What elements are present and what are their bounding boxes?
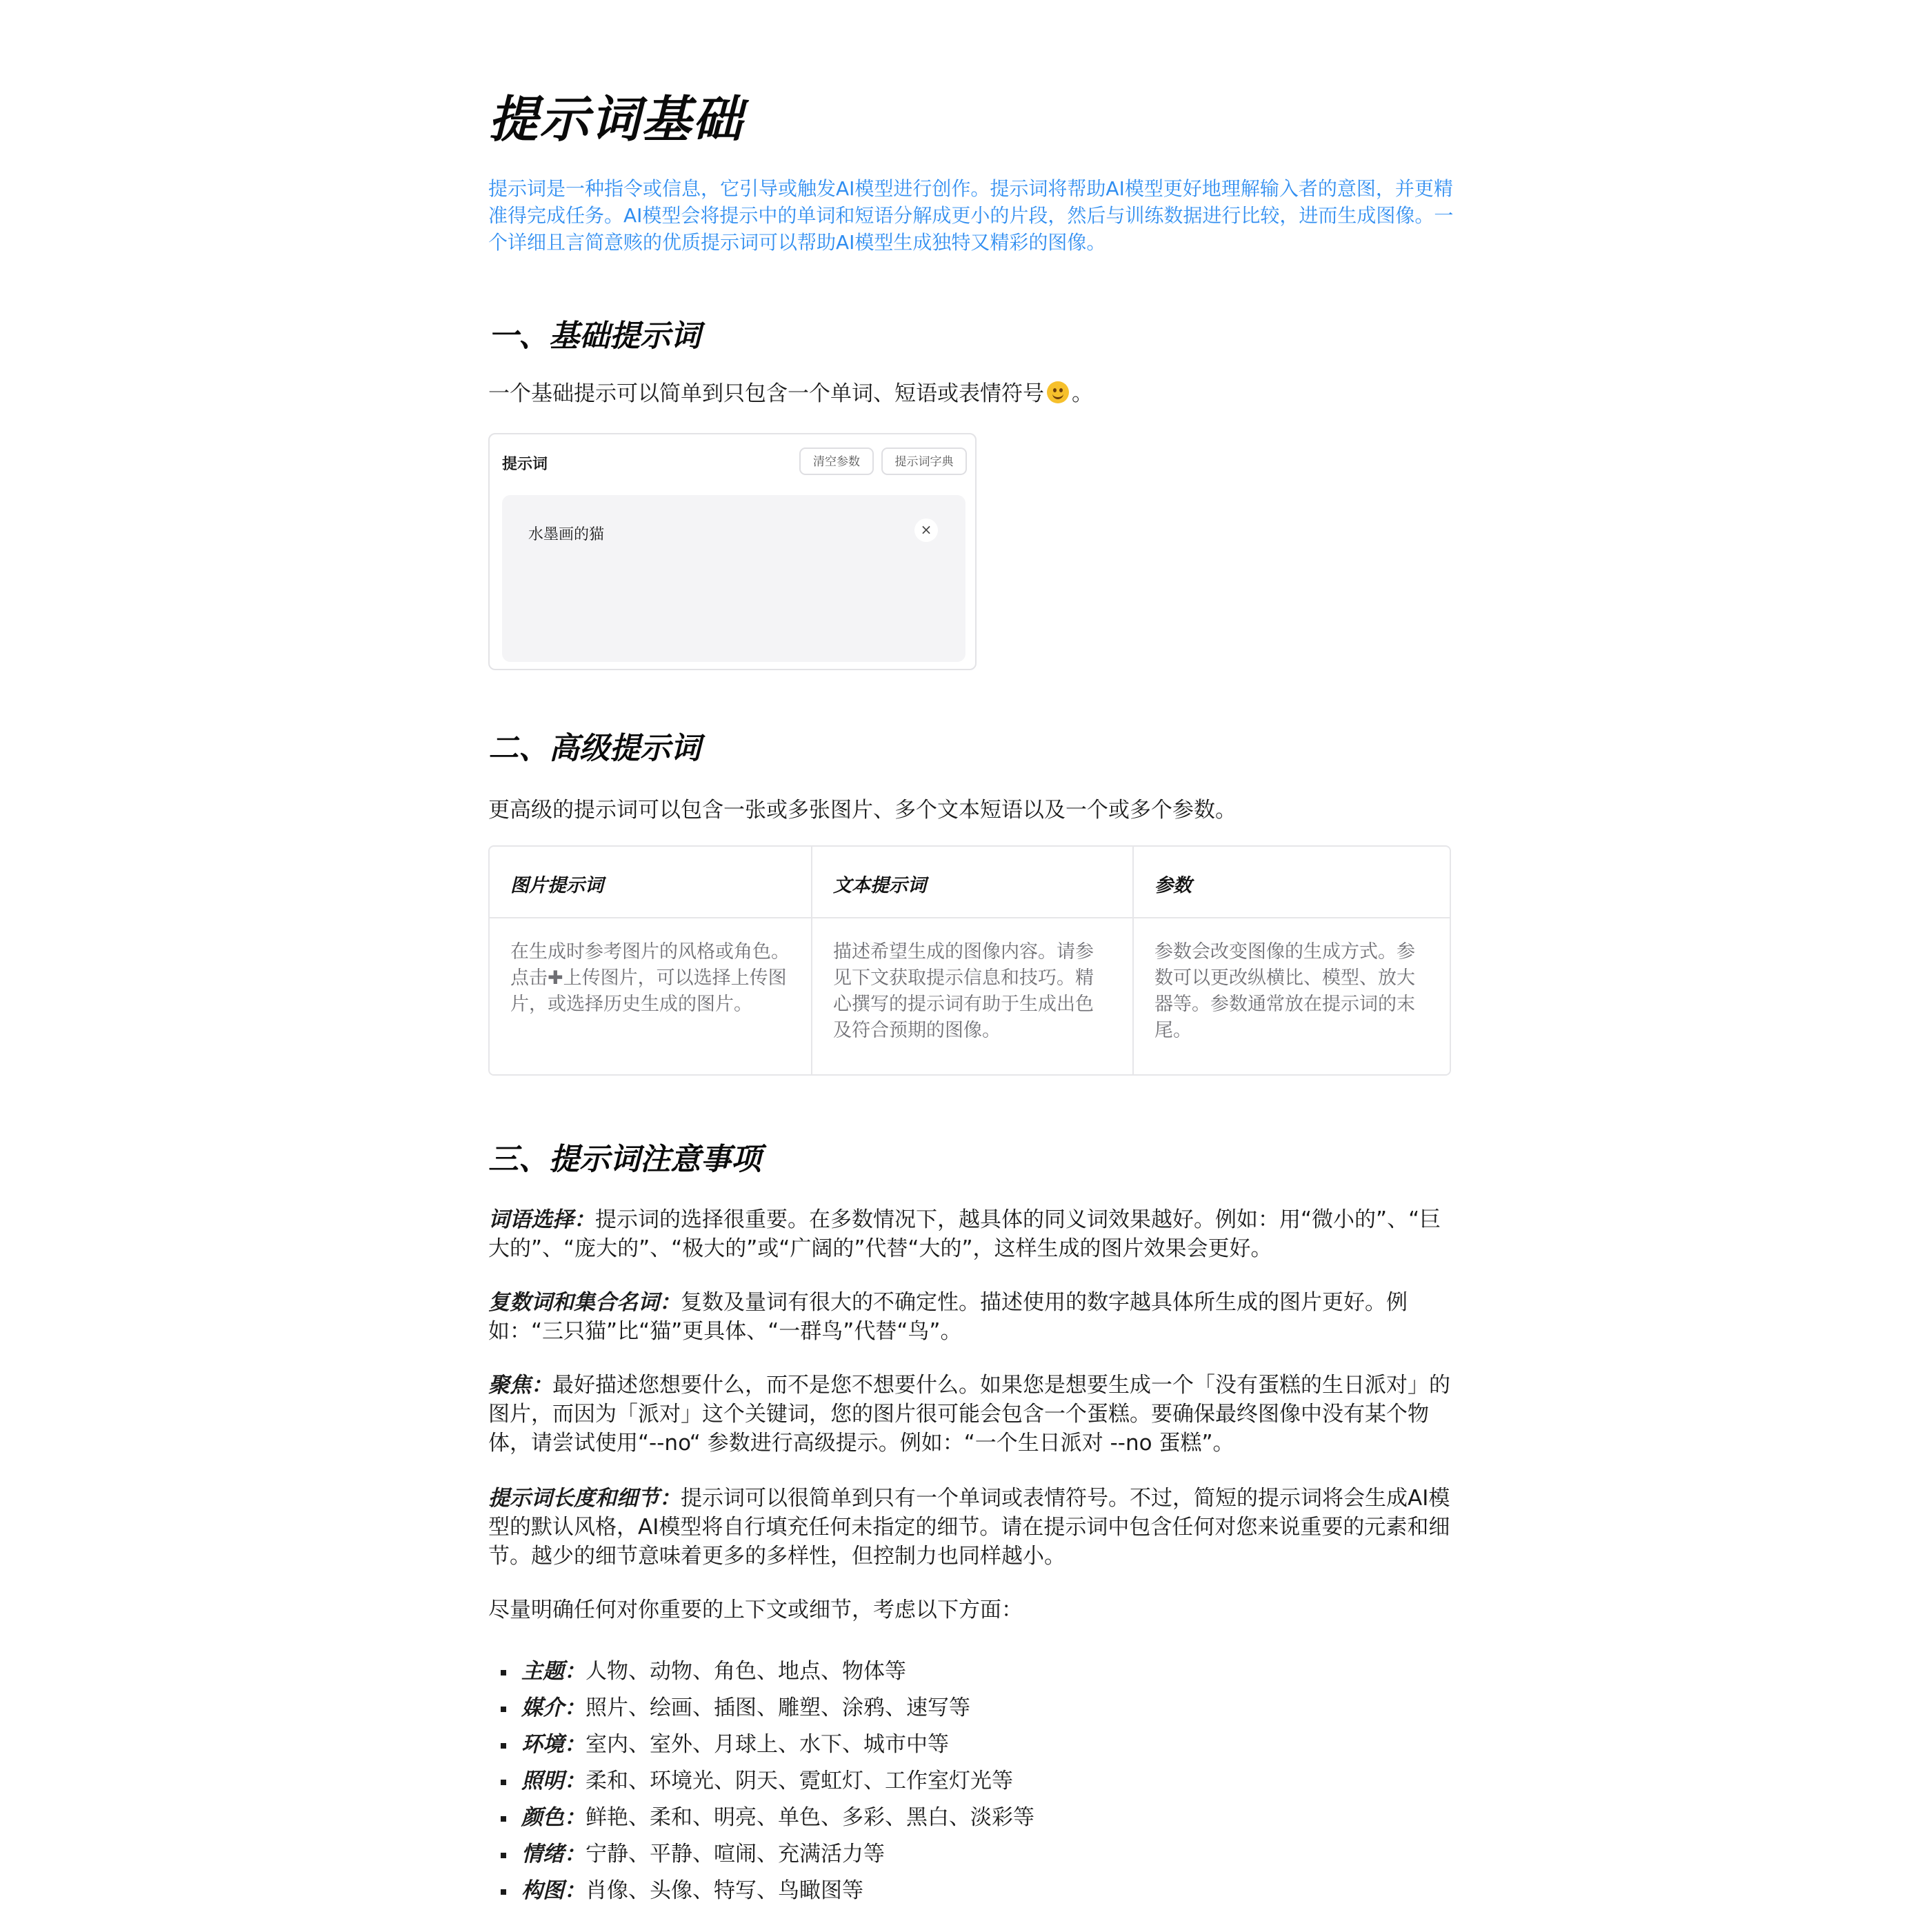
section-heading-basic: 一、基础提示词 — [488, 319, 701, 354]
note-plurals: 复数词和集合名词：复数及量词有很大的不确定性。描述使用的数字越具体所生成的图片更好。例如：“三只猫”比“猫”更具体、“一群鸟”代替“鸟”。 — [488, 1290, 1408, 1344]
table-column-params — [1132, 847, 1451, 1074]
list-item: 颜色：鲜艳、柔和、明亮、单色、多彩、黑白、淡彩等 — [488, 1800, 1034, 1836]
prompt-input-value: 水墨画的猫 — [528, 526, 605, 543]
prompt-dictionary-button[interactable]: 提示词字典 — [881, 447, 967, 475]
list-item: 主题：人物、动物、角色、地点、物体等 — [488, 1653, 1034, 1690]
prompt-types-table — [488, 845, 1451, 1076]
considerations-list — [488, 1653, 1034, 1909]
prompt-card-label: 提示词 — [502, 456, 548, 473]
prompt-input[interactable] — [502, 495, 966, 662]
table-cell: 描述希望生成的图像内容。请参见下文获取提示信息和技巧。精心撰写的提示词有助于生成出色及符合预期的图像。 — [833, 941, 1094, 1041]
note-word-choice: 词语选择：提示词的选择很重要。在多数情况下，越具体的同义词效果越好。例如：用“微小的”、“巨大的”、“庞大的”、“极大的”或“广阔的”代替“大的”，这样生成的图片效果会更好。 — [488, 1207, 1441, 1261]
table-header: 参数 — [1134, 847, 1451, 918]
table-column-text-prompt — [811, 847, 1132, 1074]
table-header: 文本提示词 — [812, 847, 1132, 918]
list-item: 照明：柔和、环境光、阴天、霓虹灯、工作室灯光等 — [488, 1763, 1034, 1800]
table-cell: 参数会改变图像的生成方式。参数可以更改纵横比、模型、放大器等。参数通常放在提示词的末尾。 — [1154, 941, 1415, 1041]
intro-paragraph: 提示词是一种指令或信息，它引导或触发AI模型进行创作。提示词将帮助AI模型更好地理解输入者的意图，并更精准得完成任务。AI模型会将提示中的单词和短语分解成更小的片段，然后与训练数据进行比较，进而生成图像。一个详细且言简意赅的优质提示词可以帮助AI模型生成独特又精彩的图像。 — [488, 177, 1454, 254]
section-heading-advanced: 二、高级提示词 — [488, 731, 701, 766]
section-basic-text: 一个基础提示可以简单到只包含一个单词、短语或表情符号 。 — [488, 381, 1093, 406]
page-title: 提示词基础 — [488, 90, 744, 148]
section-heading-notes: 三、提示词注意事项 — [488, 1142, 761, 1177]
table-cell: 在生成时参考图片的风格或角色。点击✚上传图片，可以选择上传图片，或选择历史生成的图片。 — [510, 941, 790, 1015]
section-advanced-text: 更高级的提示词可以包含一张或多张图片、多个文本短语以及一个或多个参数。 — [488, 798, 1237, 823]
clear-params-button[interactable]: 清空参数 — [799, 447, 874, 475]
prompt-card — [488, 433, 977, 670]
list-item: 情绪：宁静、平静、喧闹、充满活力等 — [488, 1836, 1034, 1873]
list-item: 环境：室内、室外、月球上、水下、城市中等 — [488, 1727, 1034, 1763]
note-focus: 聚焦：最好描述您想要什么，而不是您不想要什么。如果您是想要生成一个「没有蛋糕的生日派对」的图片，而因为「派对」这个关键词，您的图片很可能会包含一个蛋糕。要确保最终图像中没有某个物体，请尝试使用“--no“ 参数进行高级提示。例如：“一个生日派对 --no 蛋糕”。 — [488, 1373, 1450, 1456]
list-item: 媒介：照片、绘画、插图、雕塑、涂鸦、速写等 — [488, 1690, 1034, 1727]
note-length-detail: 提示词长度和细节：提示词可以很简单到只有一个单词或表情符号。不过，简短的提示词将会生成AI模型的默认风格，AI模型将自行填充任何未指定的细节。请在提示词中包含任何对您来说重要的元素和细节。越少的细节意味着更多的多样性，但控制力也同样越小。 — [488, 1486, 1450, 1569]
list-item: 构图：肖像、头像、特写、鸟瞰图等 — [488, 1873, 1034, 1909]
smiling-face-emoji-icon — [1047, 381, 1069, 403]
table-column-image-prompt — [490, 847, 811, 1074]
table-header: 图片提示词 — [490, 847, 811, 918]
clear-prompt-close-icon[interactable]: × — [914, 519, 938, 542]
list-intro: 尽量明确任何对你重要的上下文或细节，考虑以下方面： — [488, 1598, 1023, 1622]
